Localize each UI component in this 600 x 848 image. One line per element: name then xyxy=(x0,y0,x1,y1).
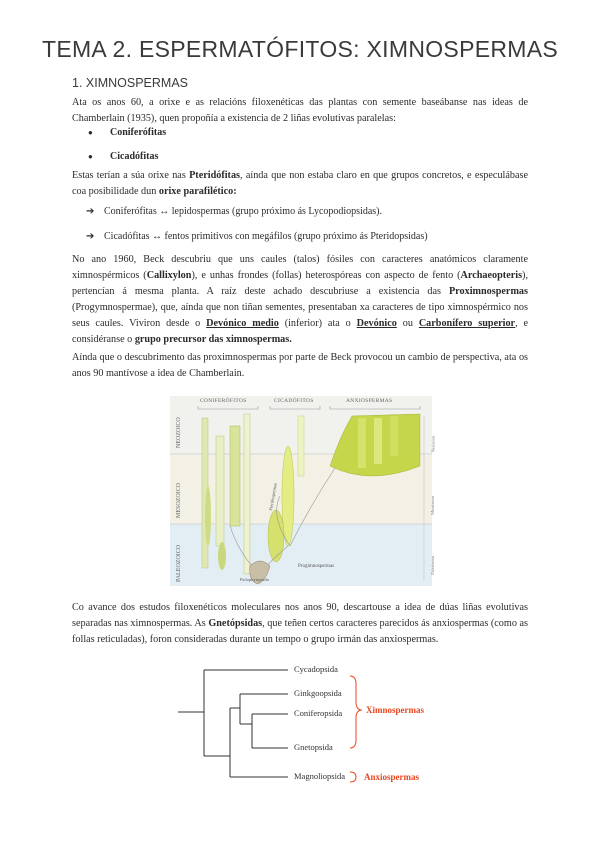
era-label: MESOZOICO xyxy=(176,482,182,518)
period-label: Mesóxeno xyxy=(430,496,435,515)
pteridosperm-label: Pteridospermae xyxy=(268,482,278,511)
group-label: ANXIOSPERMAS xyxy=(346,398,393,404)
bullet-dot-icon: ● xyxy=(88,128,93,137)
evolution-diagram-svg xyxy=(170,396,432,586)
arrow-item: ➔ Coniferófitas ↔ lepidospermas (grupo próximo ás Lycopodiopsidas). xyxy=(86,204,428,229)
bullet-item: ● Cicadófitas xyxy=(88,149,166,173)
paragraph-origin: Estas terían a súa orixe nas Pteridófitas, aínda que non estaba claro en que grupos concretos, e especulábase coa posibilidade dun orixe parafilético: xyxy=(72,170,528,197)
section-heading: 1. XIMNOSPERMAS xyxy=(72,76,188,90)
taxon-label: Coniferopsida xyxy=(294,708,343,718)
paragraph-perspective: Aínda que o descubrimento das proximnospermas por parte de Beck provocou un cambio de perspectiva, ata os anos 90 mantívose a idea de Chamberlain. xyxy=(72,352,528,379)
group-ximnospermas: Ximnospermas xyxy=(366,705,424,715)
page-title: TEMA 2. ESPERMATÓFITOS: XIMNOSPERMAS xyxy=(41,36,559,62)
taxon-label: Cycadopsida xyxy=(294,664,338,674)
bullet-list xyxy=(88,125,166,173)
group-anxiospermas: Anxiospermas xyxy=(364,772,420,782)
group-label: CICADÓFITOS xyxy=(274,398,314,404)
progymnosperm-label: Progimnospermas xyxy=(298,564,335,569)
taxon-label: Gnetopsida xyxy=(294,742,333,752)
taxon-label: Magnoliopsida xyxy=(294,771,345,781)
period-label: Neóxeno xyxy=(430,436,435,453)
origin-label: Psilophytopsida xyxy=(240,577,269,582)
era-label: PALEOZOICO xyxy=(176,544,182,582)
era-label: NEOZOICO xyxy=(176,417,182,448)
group-label: CONIFERÓFITOS xyxy=(200,398,247,404)
paragraph-intro: Ata os anos 60, a orixe e as relacións filoxenéticas das plantas con semente baseábanse nas ideas de Chamberlain (1935), quen propoñía a existencia de 2 liñas evolutivas paralelas: xyxy=(72,97,528,124)
cladogram xyxy=(178,660,438,788)
evolution-diagram xyxy=(170,396,435,586)
paragraph-beck: No ano 1960, Beck descubriu que uns caules (talos) fósiles con caracteres anatómicos claramente ximnospérmicos (Callixylon), e unhas frondes (follas) heterospóreas con aspecto de fento (Archaeopteris), pertencían á mesma planta. A raíz deste achado descubriuse a existencia das Proximnospermas (Progymnospermae), que, aínda que non tiñan sementes, presentaban xa caracteres de tipo ximnospérmico nos seus caules. Viviron desde o Devónico medio (inferior) ata o Devónico ou Carbonífero superior, e considéranse o grupo precursor das ximnospermas. xyxy=(72,254,529,345)
bullet-item: ● Coniferófitas xyxy=(88,125,166,149)
bullet-dot-icon: ● xyxy=(88,152,93,161)
arrow-item: ➔ Cicadófitas ↔ fentos primitivos con megáfilos (grupo próximo ás Pteridopsidas) xyxy=(86,229,428,254)
period-label: Paleóxeno xyxy=(430,556,435,575)
arrow-right-icon: ➔ xyxy=(86,231,95,242)
arrow-list xyxy=(86,204,428,254)
cladogram-svg xyxy=(178,660,438,788)
paragraph-molecular: Co avance dos estudos filoxenéticos moleculares nos anos 90, descartouse a idea de dúas liñas evolutivas separadas nas ximnospermas. As Gnetópsidas, que teñen certos caracteres parecidos ás anxiospermas (como as follas reticuladas), foron consideradas durante un tempo o grupo irmán das anxiospermas. xyxy=(72,602,529,645)
arrow-right-icon: ➔ xyxy=(86,206,95,217)
taxon-label: Ginkgoopsida xyxy=(294,688,342,698)
